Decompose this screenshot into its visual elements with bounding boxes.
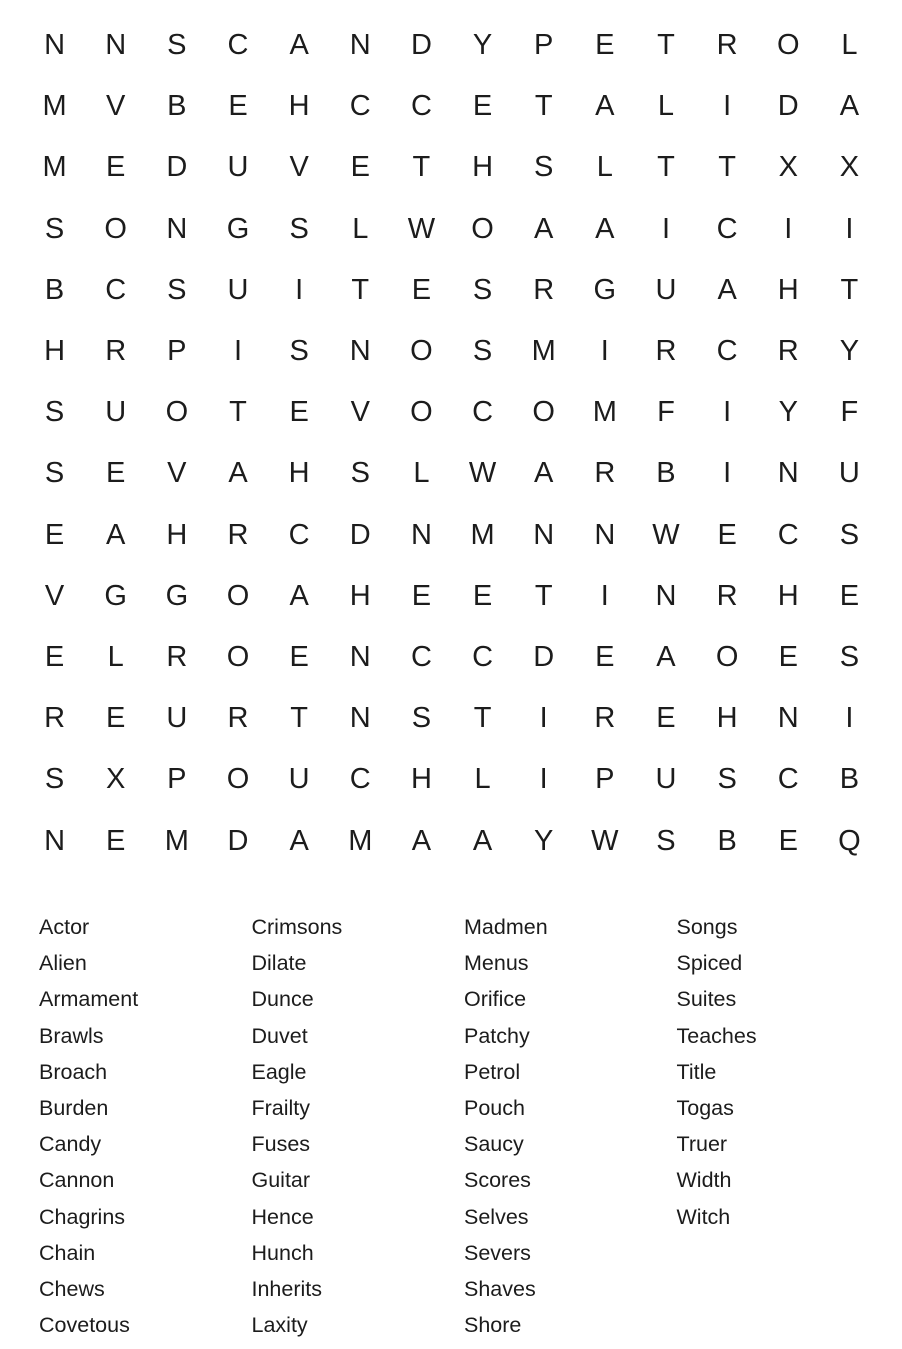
grid-cell[interactable]: V [106,90,126,123]
word-column [677,909,890,1343]
grid-cell[interactable]: A [289,824,309,857]
grid-cell[interactable]: T [657,151,675,184]
grid-cell[interactable]: T [290,702,308,735]
grid-cell[interactable]: C [472,640,494,673]
grid-cell[interactable]: L [107,640,124,673]
grid-row [24,382,880,443]
grid-cell[interactable]: A [106,518,126,551]
grid-row [24,688,880,749]
grid-cell[interactable]: S [289,335,309,368]
grid-cell[interactable]: E [411,579,432,612]
grid-cell[interactable]: O [226,640,250,673]
grid-cell[interactable]: Y [472,29,493,62]
grid-cell[interactable]: E [106,702,126,735]
grid-cell[interactable]: R [716,579,738,612]
grid-cell[interactable]: B [44,273,65,306]
grid-row [24,505,880,566]
word-list-item: Chews [39,1276,105,1301]
word-list-item: Dilate [251,951,307,976]
grid-cell[interactable]: N [594,518,616,551]
word-list-item: Pouch [464,1095,525,1120]
grid-cell[interactable]: N [349,335,371,368]
grid-cell[interactable]: T [657,29,675,62]
grid-cell[interactable]: N [777,702,799,735]
grid-cell[interactable]: D [349,518,371,551]
grid-cell[interactable]: E [44,640,65,673]
grid-row [24,749,880,810]
word-list-item: Crimsons [251,915,343,939]
grid-cell[interactable]: U [838,457,860,490]
grid-cell[interactable]: E [350,151,370,184]
grid-cell[interactable]: D [533,640,555,673]
grid-row [24,137,880,198]
word-list-item: Truer [676,1132,728,1157]
grid-row [24,260,880,321]
grid-cell[interactable]: Q [838,824,861,857]
grid-cell[interactable]: S [839,518,860,551]
word-list-item: Hence [251,1204,314,1229]
grid-cell[interactable]: X [778,151,798,184]
grid-cell[interactable]: D [777,90,799,123]
grid-row [24,321,880,382]
grid-cell[interactable]: I [295,273,304,306]
word-list-item: Chain [39,1240,96,1265]
grid-cell[interactable]: M [592,396,617,429]
grid-cell[interactable]: R [777,335,799,368]
grid-cell[interactable]: E [411,273,432,306]
grid-cell[interactable]: I [233,335,243,368]
grid-cell[interactable]: U [105,396,127,429]
grid-cell[interactable]: O [410,335,433,368]
grid-cell[interactable]: U [655,763,677,796]
grid-cell[interactable]: E [106,151,126,184]
grid-cell[interactable]: P [167,763,187,796]
grid-cell[interactable]: A [595,212,615,245]
grid-cell[interactable]: E [778,824,798,857]
word-list-item: Eagle [251,1059,307,1084]
grid-cell[interactable]: W [407,212,436,245]
grid-cell[interactable]: R [594,702,616,735]
grid-cell[interactable]: L [474,763,491,796]
grid-cell[interactable]: L [413,457,430,490]
grid-cell[interactable]: C [227,29,249,62]
grid-cell[interactable]: Y [778,396,798,429]
grid-cell[interactable]: E [106,457,126,490]
word-list-item: Patchy [464,1023,530,1048]
grid-cell[interactable]: A [289,29,309,62]
grid-cell[interactable]: W [591,824,619,857]
grid-cell[interactable]: E [106,824,126,857]
grid-cell[interactable]: O [471,212,494,245]
grid-cell[interactable]: C [349,763,371,796]
word-list-item: Alien [39,951,87,976]
grid-cell[interactable]: S [44,457,65,490]
grid-cell[interactable]: U [227,273,249,306]
grid-cell[interactable]: H [288,457,310,490]
grid-cell[interactable]: N [349,702,371,735]
grid-cell[interactable]: S [411,702,432,735]
grid-cell[interactable]: O [226,579,250,612]
grid-cell[interactable]: S [167,29,187,62]
grid-cell[interactable]: I [723,457,732,490]
grid-cell[interactable]: E [289,396,309,429]
grid-cell[interactable]: O [776,29,800,62]
grid-cell[interactable]: U [227,151,249,184]
grid-cell[interactable]: C [472,396,494,429]
grid-row [24,15,880,76]
grid-cell[interactable]: C [410,90,432,123]
grid-cell[interactable]: A [534,212,554,245]
word-column [464,909,677,1343]
grid-cell[interactable]: F [657,396,675,429]
grid-cell[interactable]: U [288,763,310,796]
grid-cell[interactable]: A [595,90,615,123]
grid-cell[interactable]: N [777,457,799,490]
grid-cell[interactable]: C [716,335,738,368]
grid-cell[interactable]: A [717,273,737,306]
grid-cell[interactable]: W [652,518,680,551]
grid-cell[interactable]: C [777,518,799,551]
grid-cell[interactable]: S [472,335,493,368]
grid-cell[interactable]: E [44,518,65,551]
grid-cell[interactable]: M [164,824,189,857]
grid-cell[interactable]: B [656,457,676,490]
grid-cell[interactable]: H [777,273,799,306]
grid-cell[interactable]: W [468,457,497,490]
grid-cell[interactable]: N [44,824,66,857]
grid-cell[interactable]: O [104,212,127,245]
grid-cell[interactable]: R [105,335,127,368]
word-list-item: Brawls [39,1023,104,1048]
grid-cell[interactable]: S [656,824,676,857]
grid-cell[interactable]: X [839,151,860,184]
word-list-item: Dunce [251,987,314,1012]
word-list-item: Cannon [39,1168,115,1193]
grid-cell[interactable]: R [594,457,616,490]
grid-cell[interactable]: N [349,640,371,673]
grid-cell[interactable]: I [539,763,548,796]
grid-cell[interactable]: C [777,763,799,796]
grid-cell[interactable]: P [534,29,554,62]
word-list-item: Togas [676,1095,734,1120]
grid-cell[interactable]: S [289,212,309,245]
word-list-item: Hunch [251,1240,314,1265]
word-list-item: Spiced [676,951,743,976]
grid-cell[interactable]: R [227,518,249,551]
word-list-item: Inherits [251,1276,323,1301]
grid-cell[interactable]: I [845,212,854,245]
grid-cell[interactable]: B [167,90,187,123]
grid-cell[interactable]: N [44,29,66,62]
word-list-item: Orifice [464,987,527,1012]
word-list-item: Shaves [464,1276,536,1301]
grid-cell[interactable]: O [226,763,250,796]
grid-cell[interactable]: S [350,457,370,490]
word-list-item: Fuses [251,1132,311,1157]
word-list-item: Scores [464,1168,531,1193]
word-column [39,909,252,1343]
grid-cell[interactable]: M [470,518,495,551]
grid-cell[interactable]: H [349,579,371,612]
grid-cell[interactable]: I [600,579,609,612]
grid-cell[interactable]: A [228,457,248,490]
grid-cell[interactable]: I [723,396,732,429]
grid-cell[interactable]: H [410,763,432,796]
grid-cell[interactable]: R [166,640,188,673]
grid-cell[interactable]: V [44,579,65,612]
grid-cell[interactable]: O [532,396,555,429]
grid-cell[interactable]: M [42,90,67,123]
grid-cell[interactable]: C [716,212,738,245]
grid-cell[interactable]: F [840,396,859,429]
grid-cell[interactable]: G [226,212,250,245]
grid-cell[interactable]: O [715,640,739,673]
word-list-item: Severs [464,1240,531,1265]
grid-cell[interactable]: N [655,579,677,612]
grid-cell[interactable]: T [534,90,553,123]
grid-cell[interactable]: S [472,273,493,306]
grid-cell[interactable]: U [166,702,188,735]
grid-cell[interactable]: E [472,579,493,612]
grid-row [24,810,880,871]
grid-cell[interactable]: V [350,396,370,429]
grid-cell[interactable]: H [44,335,66,368]
grid-cell[interactable]: M [42,151,67,184]
grid-cell[interactable]: D [227,824,249,857]
word-list-item: Songs [676,915,738,939]
grid-cell[interactable]: G [593,273,617,306]
grid-cell[interactable]: R [44,702,66,735]
grid-cell[interactable]: C [349,90,371,123]
grid-cell[interactable]: N [349,29,371,62]
grid-cell[interactable]: C [288,518,310,551]
grid-cell[interactable]: U [655,273,677,306]
grid-cell[interactable]: S [44,212,65,245]
word-list-item: Menus [464,951,529,976]
word-list-item: Shore [464,1313,522,1338]
word-list-item: Actor [39,915,90,939]
grid-cell[interactable]: E [656,702,676,735]
grid-cell[interactable]: H [166,518,188,551]
grid-cell[interactable]: N [166,212,188,245]
grid-cell[interactable]: R [655,335,677,368]
grid-cell[interactable]: A [411,824,432,857]
grid-cell[interactable]: I [661,212,670,245]
word-list-item: Width [676,1168,732,1193]
word-list-item: Covetous [39,1313,130,1338]
grid-cell[interactable]: E [839,579,860,612]
grid-cell[interactable]: I [784,212,793,245]
grid-cell[interactable]: G [104,579,127,612]
word-list-item: Suites [676,987,737,1012]
word-list-item: Broach [39,1059,108,1084]
word-list-item: Witch [676,1204,731,1229]
word-list-item: Chagrins [39,1204,126,1229]
grid-cell[interactable]: E [472,90,493,123]
grid-cell[interactable]: T [473,702,492,735]
grid-cell[interactable]: T [718,151,736,184]
grid-cell[interactable]: G [165,579,189,612]
grid-cell[interactable]: I [600,335,609,368]
grid-cell[interactable]: V [289,151,309,184]
grid-cell[interactable]: V [167,457,187,490]
grid-row [24,566,880,627]
grid-cell[interactable]: T [534,579,553,612]
word-list-item: Duvet [251,1023,308,1048]
word-list-item: Title [676,1059,717,1084]
word-list-item: Selves [464,1204,529,1229]
grid-cell[interactable]: A [289,579,309,612]
grid-cell[interactable]: E [289,640,309,673]
grid-cell[interactable]: I [539,702,548,735]
grid-cell[interactable]: I [845,702,854,735]
grid-cell[interactable]: A [534,457,554,490]
grid-cell[interactable]: Y [534,824,554,857]
grid-cell[interactable]: N [105,29,127,62]
grid-cell[interactable]: A [656,640,676,673]
grid-cell[interactable]: H [716,702,738,735]
grid-cell[interactable]: L [596,151,613,184]
grid-cell[interactable]: S [717,763,737,796]
grid-cell[interactable]: X [106,763,126,796]
word-list-item: Madmen [464,915,548,939]
grid-cell[interactable]: S [44,763,65,796]
grid-cell[interactable]: O [410,396,433,429]
word-list-item: Armament [39,987,139,1012]
grid-cell[interactable]: C [105,273,127,306]
grid-cell[interactable]: E [228,90,248,123]
grid-cell[interactable]: R [227,702,249,735]
grid-cell[interactable]: E [778,640,798,673]
word-list [39,909,889,1343]
word-list-item: Laxity [251,1313,308,1338]
grid-cell[interactable]: L [841,29,858,62]
word-list-item: Guitar [251,1168,311,1193]
grid-cell[interactable]: R [533,273,555,306]
grid-cell[interactable]: A [839,90,860,123]
grid-cell[interactable]: D [410,29,432,62]
grid-row [24,76,880,137]
grid-cell[interactable]: E [717,518,737,551]
grid-cell[interactable]: T [229,396,247,429]
grid-cell[interactable]: N [533,518,555,551]
grid-cell[interactable]: E [595,640,615,673]
grid-cell[interactable]: H [288,90,310,123]
grid-cell[interactable]: Y [839,335,860,368]
word-list-item: Frailty [251,1095,311,1120]
grid-cell[interactable]: B [839,763,860,796]
grid-cell[interactable]: M [531,335,556,368]
grid-cell[interactable]: A [472,824,493,857]
grid-cell[interactable]: S [44,396,65,429]
grid-cell[interactable]: H [472,151,494,184]
grid-cell[interactable]: B [717,824,737,857]
grid-row [24,627,880,688]
word-column [252,909,465,1343]
word-list-item: Candy [39,1132,102,1157]
grid-cell[interactable]: P [167,335,187,368]
word-list-item: Petrol [464,1059,521,1084]
grid-cell[interactable]: H [777,579,799,612]
grid-row [24,443,880,504]
grid-cell[interactable]: N [410,518,432,551]
grid-cell[interactable]: S [167,273,187,306]
grid-cell[interactable]: M [348,824,373,857]
grid-cell[interactable]: O [165,396,189,429]
grid-cell[interactable]: I [723,90,732,123]
grid-cell[interactable]: T [412,151,431,184]
grid-cell[interactable]: L [657,90,675,123]
grid-cell[interactable]: R [716,29,738,62]
grid-cell[interactable]: E [595,29,615,62]
word-list-item: Burden [39,1095,109,1120]
grid-cell[interactable]: D [166,151,188,184]
grid-cell[interactable]: P [595,763,615,796]
grid-cell[interactable]: C [410,640,432,673]
grid-cell[interactable]: S [839,640,860,673]
letter-grid [24,15,880,872]
grid-row [24,199,880,260]
word-list-item: Saucy [464,1132,524,1157]
grid-cell[interactable]: T [351,273,370,306]
grid-cell[interactable]: L [352,212,369,245]
grid-cell[interactable]: S [534,151,554,184]
grid-cell[interactable]: T [840,273,859,306]
word-list-item: Teaches [676,1023,757,1048]
